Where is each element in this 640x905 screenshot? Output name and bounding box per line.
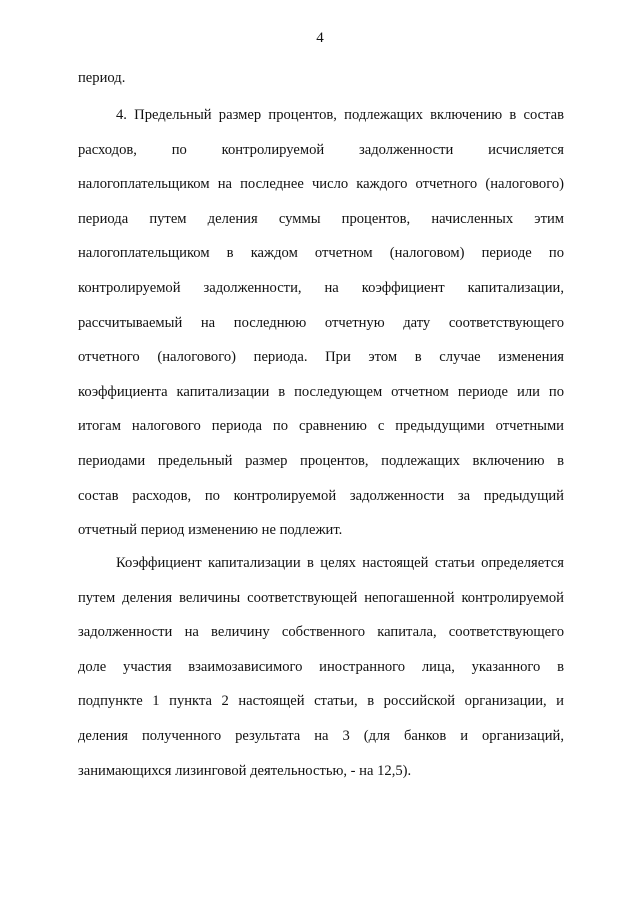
text-line: итогам налогового периода по сравнению с предыдущими отчетными (78, 418, 564, 435)
text-line: Коэффициент капитализации в целях настоящей статьи определяется (116, 555, 564, 571)
page-number: 4 (316, 30, 324, 46)
text-line: 4. Предельный размер процентов, подлежащих включению в состав (116, 107, 564, 123)
paragraph-capitalization (78, 546, 564, 788)
text-line: подпункте 1 пункта 2 настоящей статьи, в российской организации, и (78, 693, 564, 710)
paragraph-carryover (78, 61, 564, 96)
text-line: расходов, по контролируемой задолженности исчисляется (78, 141, 564, 158)
text-line: задолженности на величину собственного капитала, соответствующего (78, 624, 564, 641)
text-line: рассчитываемый на последнюю отчетную дату соответствующего (78, 314, 564, 331)
paragraph-4 (78, 98, 564, 548)
text-line: периодами предельный размер процентов, подлежащих включению в (78, 452, 564, 469)
text-line: период. (78, 70, 126, 86)
text-line: контролируемой задолженности, на коэффициент капитализации, (78, 279, 564, 296)
text-line: коэффициента капитализации в последующем отчетном периоде или по (78, 383, 564, 400)
text-line: отчетного (налогового) периода. При этом в случае изменения (78, 349, 564, 366)
text-line: путем деления величины соответствующей непогашенной контролируемой (78, 589, 564, 606)
text-line: деления полученного результата на 3 (для банков и организаций, (78, 727, 564, 744)
text-line: налогоплательщиком в каждом отчетном (налоговом) периоде по (78, 245, 564, 262)
text-line: отчетный период изменению не подлежит. (78, 522, 343, 539)
text-line: доле участия взаимозависимого иностранного лица, указанного в (78, 658, 564, 675)
text-line: налогоплательщиком на последнее число каждого отчетного (налогового) (78, 176, 564, 193)
text-line: занимающихся лизинговой деятельностью, - на 12,5). (78, 762, 412, 779)
text-line: состав расходов, по контролируемой задолженности за предыдущий (78, 487, 564, 504)
text-line: периода путем деления суммы процентов, начисленных этим (78, 210, 564, 227)
